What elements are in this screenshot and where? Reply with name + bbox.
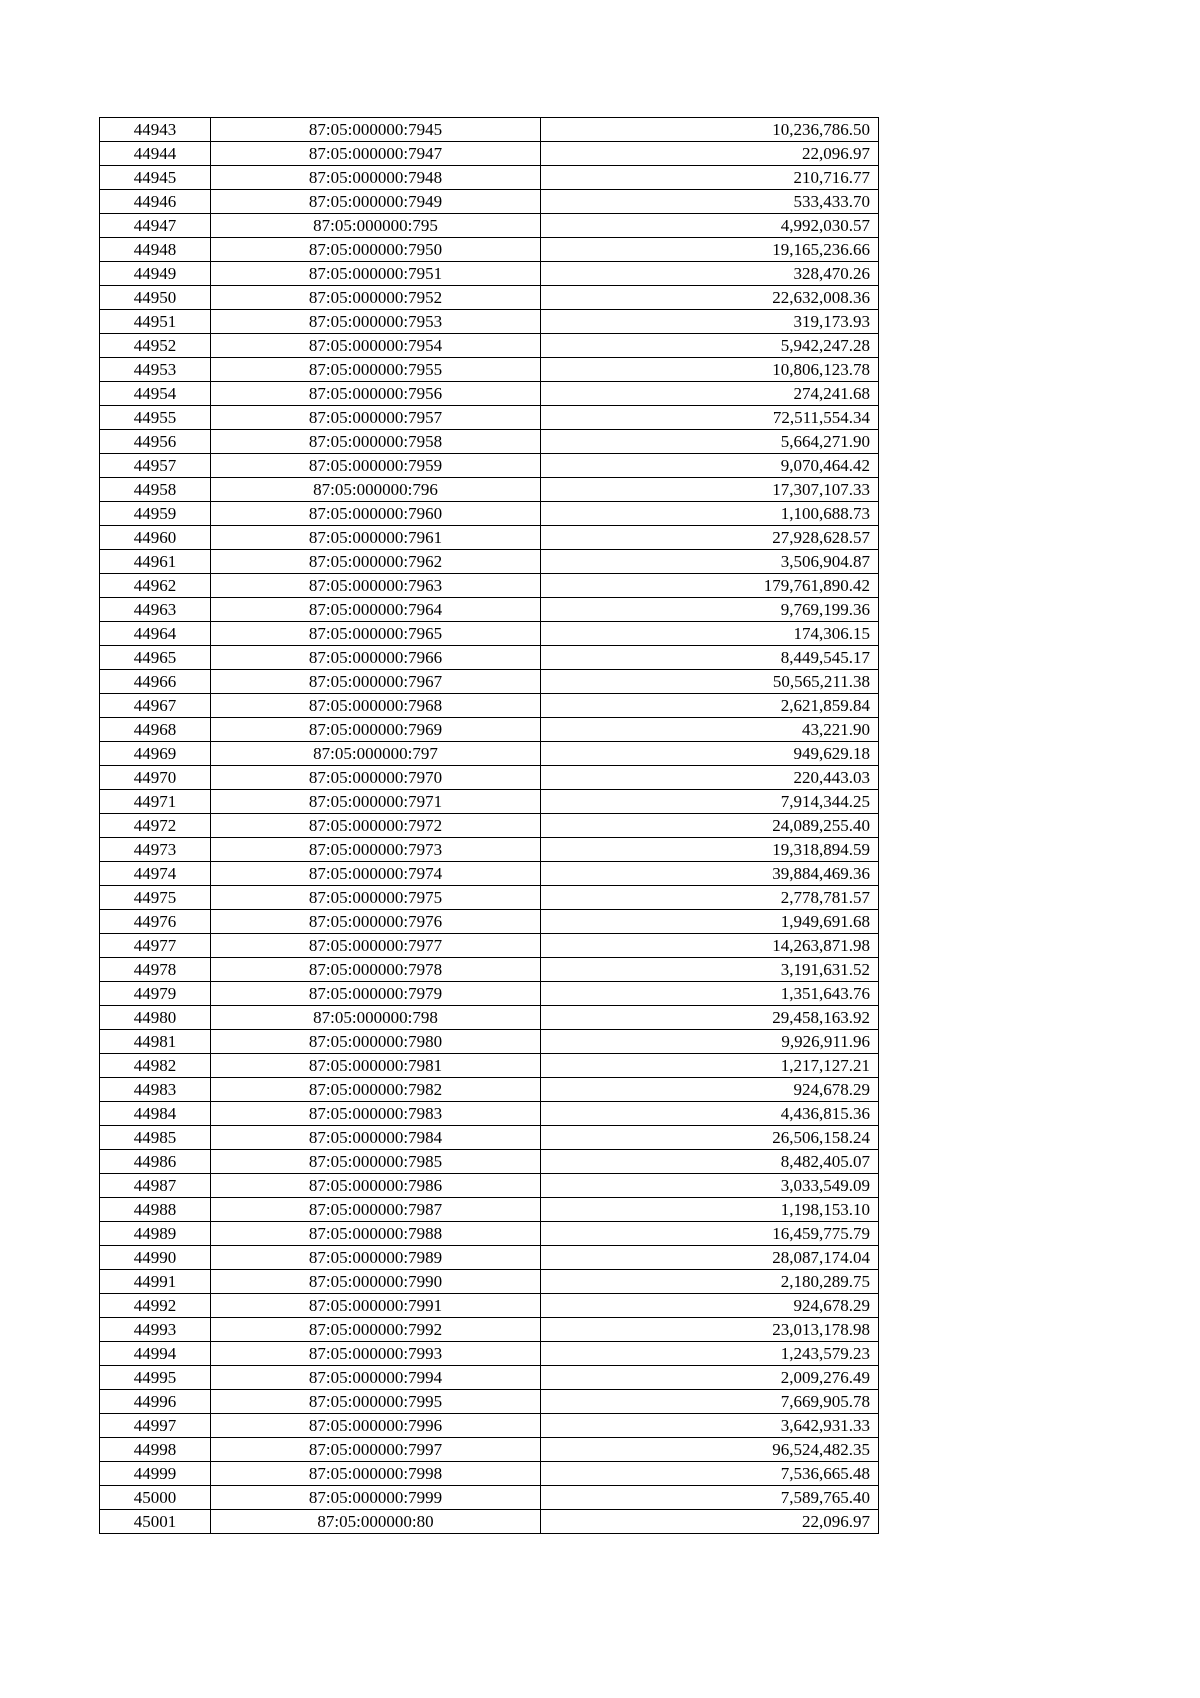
cadastral-number-cell: 87:05:000000:7963	[211, 574, 541, 598]
row-number-cell: 44997	[100, 1414, 211, 1438]
row-number-cell: 44985	[100, 1126, 211, 1150]
value-cell: 1,198,153.10	[541, 1198, 879, 1222]
value-cell: 2,009,276.49	[541, 1366, 879, 1390]
cadastral-number-cell: 87:05:000000:7988	[211, 1222, 541, 1246]
cadastral-number-cell: 87:05:000000:7986	[211, 1174, 541, 1198]
row-number-cell: 44966	[100, 670, 211, 694]
cadastral-number-cell: 87:05:000000:796	[211, 478, 541, 502]
table-row	[100, 694, 879, 718]
cadastral-number-cell: 87:05:000000:7989	[211, 1246, 541, 1270]
row-number-cell: 44953	[100, 358, 211, 382]
row-number-cell: 44984	[100, 1102, 211, 1126]
table-row	[100, 1198, 879, 1222]
table-row	[100, 526, 879, 550]
value-cell: 10,236,786.50	[541, 118, 879, 142]
cadastral-number-cell: 87:05:000000:7993	[211, 1342, 541, 1366]
cadastral-number-cell: 87:05:000000:7945	[211, 118, 541, 142]
value-cell: 7,669,905.78	[541, 1390, 879, 1414]
table-row	[100, 1510, 879, 1534]
value-cell: 4,992,030.57	[541, 214, 879, 238]
row-number-cell: 44986	[100, 1150, 211, 1174]
cadastral-number-cell: 87:05:000000:7949	[211, 190, 541, 214]
value-cell: 4,436,815.36	[541, 1102, 879, 1126]
row-number-cell: 44963	[100, 598, 211, 622]
cadastral-number-cell: 87:05:000000:7960	[211, 502, 541, 526]
value-cell: 27,928,628.57	[541, 526, 879, 550]
value-cell: 9,769,199.36	[541, 598, 879, 622]
cadastral-number-cell: 87:05:000000:7979	[211, 982, 541, 1006]
table-row	[100, 1390, 879, 1414]
value-cell: 9,070,464.42	[541, 454, 879, 478]
cadastral-number-cell: 87:05:000000:7961	[211, 526, 541, 550]
cadastral-number-cell: 87:05:000000:7985	[211, 1150, 541, 1174]
table-row	[100, 790, 879, 814]
data-table	[99, 117, 879, 1534]
table-row	[100, 454, 879, 478]
value-cell: 19,165,236.66	[541, 238, 879, 262]
value-cell: 328,470.26	[541, 262, 879, 286]
cadastral-number-cell: 87:05:000000:7956	[211, 382, 541, 406]
row-number-cell: 44962	[100, 574, 211, 598]
value-cell: 26,506,158.24	[541, 1126, 879, 1150]
cadastral-number-cell: 87:05:000000:7996	[211, 1414, 541, 1438]
value-cell: 19,318,894.59	[541, 838, 879, 862]
table-row	[100, 1222, 879, 1246]
value-cell: 5,664,271.90	[541, 430, 879, 454]
table-row	[100, 622, 879, 646]
cadastral-number-cell: 87:05:000000:7975	[211, 886, 541, 910]
row-number-cell: 44982	[100, 1054, 211, 1078]
cadastral-number-cell: 87:05:000000:7958	[211, 430, 541, 454]
table-row	[100, 1246, 879, 1270]
value-cell: 50,565,211.38	[541, 670, 879, 694]
table-row	[100, 1078, 879, 1102]
value-cell: 22,096.97	[541, 142, 879, 166]
value-cell: 924,678.29	[541, 1078, 879, 1102]
row-number-cell: 44943	[100, 118, 211, 142]
cadastral-number-cell: 87:05:000000:7947	[211, 142, 541, 166]
value-cell: 10,806,123.78	[541, 358, 879, 382]
cadastral-number-cell: 87:05:000000:80	[211, 1510, 541, 1534]
row-number-cell: 44970	[100, 766, 211, 790]
table-row	[100, 478, 879, 502]
table-row	[100, 1318, 879, 1342]
value-cell: 29,458,163.92	[541, 1006, 879, 1030]
row-number-cell: 44946	[100, 190, 211, 214]
table-row	[100, 382, 879, 406]
cadastral-number-cell: 87:05:000000:7952	[211, 286, 541, 310]
value-cell: 14,263,871.98	[541, 934, 879, 958]
table-row	[100, 1486, 879, 1510]
table-row	[100, 862, 879, 886]
table-row	[100, 1462, 879, 1486]
row-number-cell: 44965	[100, 646, 211, 670]
cadastral-number-cell: 87:05:000000:7999	[211, 1486, 541, 1510]
cadastral-number-cell: 87:05:000000:7962	[211, 550, 541, 574]
row-number-cell: 44955	[100, 406, 211, 430]
table-row	[100, 1030, 879, 1054]
cadastral-number-cell: 87:05:000000:7995	[211, 1390, 541, 1414]
row-number-cell: 44968	[100, 718, 211, 742]
value-cell: 9,926,911.96	[541, 1030, 879, 1054]
value-cell: 17,307,107.33	[541, 478, 879, 502]
cadastral-number-cell: 87:05:000000:7997	[211, 1438, 541, 1462]
table-row	[100, 958, 879, 982]
value-cell: 23,013,178.98	[541, 1318, 879, 1342]
row-number-cell: 44981	[100, 1030, 211, 1054]
table-row	[100, 310, 879, 334]
value-cell: 28,087,174.04	[541, 1246, 879, 1270]
table-row	[100, 118, 879, 142]
row-number-cell: 44973	[100, 838, 211, 862]
cadastral-number-cell: 87:05:000000:7965	[211, 622, 541, 646]
row-number-cell: 44991	[100, 1270, 211, 1294]
table-row	[100, 766, 879, 790]
value-cell: 16,459,775.79	[541, 1222, 879, 1246]
table-row	[100, 1294, 879, 1318]
table-row	[100, 886, 879, 910]
cadastral-number-cell: 87:05:000000:7991	[211, 1294, 541, 1318]
table-row	[100, 430, 879, 454]
cadastral-number-cell: 87:05:000000:7998	[211, 1462, 541, 1486]
cadastral-number-cell: 87:05:000000:7957	[211, 406, 541, 430]
table-row	[100, 190, 879, 214]
table-row	[100, 1174, 879, 1198]
value-cell: 22,632,008.36	[541, 286, 879, 310]
cadastral-number-cell: 87:05:000000:7977	[211, 934, 541, 958]
value-cell: 319,173.93	[541, 310, 879, 334]
row-number-cell: 44974	[100, 862, 211, 886]
table-row	[100, 718, 879, 742]
table-row	[100, 1126, 879, 1150]
value-cell: 924,678.29	[541, 1294, 879, 1318]
table-row	[100, 262, 879, 286]
value-cell: 3,642,931.33	[541, 1414, 879, 1438]
row-number-cell: 44947	[100, 214, 211, 238]
table-row	[100, 502, 879, 526]
row-number-cell: 44964	[100, 622, 211, 646]
cadastral-number-cell: 87:05:000000:7966	[211, 646, 541, 670]
value-cell: 39,884,469.36	[541, 862, 879, 886]
table-row	[100, 1270, 879, 1294]
table-body	[100, 118, 879, 1534]
value-cell: 220,443.03	[541, 766, 879, 790]
value-cell: 1,351,643.76	[541, 982, 879, 1006]
value-cell: 3,191,631.52	[541, 958, 879, 982]
row-number-cell: 44980	[100, 1006, 211, 1030]
row-number-cell: 44945	[100, 166, 211, 190]
table-row	[100, 1342, 879, 1366]
table-row	[100, 646, 879, 670]
cadastral-number-cell: 87:05:000000:7968	[211, 694, 541, 718]
row-number-cell: 44976	[100, 910, 211, 934]
row-number-cell: 44952	[100, 334, 211, 358]
table-row	[100, 214, 879, 238]
value-cell: 174,306.15	[541, 622, 879, 646]
cadastral-number-cell: 87:05:000000:7950	[211, 238, 541, 262]
table-row	[100, 334, 879, 358]
row-number-cell: 44977	[100, 934, 211, 958]
cadastral-number-cell: 87:05:000000:7973	[211, 838, 541, 862]
row-number-cell: 44944	[100, 142, 211, 166]
value-cell: 8,449,545.17	[541, 646, 879, 670]
table-row	[100, 1006, 879, 1030]
cadastral-number-cell: 87:05:000000:7969	[211, 718, 541, 742]
value-cell: 2,778,781.57	[541, 886, 879, 910]
cadastral-number-cell: 87:05:000000:7981	[211, 1054, 541, 1078]
value-cell: 72,511,554.34	[541, 406, 879, 430]
cadastral-number-cell: 87:05:000000:797	[211, 742, 541, 766]
table-row	[100, 670, 879, 694]
table-row	[100, 838, 879, 862]
table-row	[100, 1414, 879, 1438]
cadastral-number-cell: 87:05:000000:7970	[211, 766, 541, 790]
row-number-cell: 44994	[100, 1342, 211, 1366]
cadastral-number-cell: 87:05:000000:7992	[211, 1318, 541, 1342]
cadastral-number-cell: 87:05:000000:795	[211, 214, 541, 238]
row-number-cell: 44987	[100, 1174, 211, 1198]
row-number-cell: 44971	[100, 790, 211, 814]
value-cell: 1,100,688.73	[541, 502, 879, 526]
table-row	[100, 574, 879, 598]
row-number-cell: 44989	[100, 1222, 211, 1246]
row-number-cell: 44993	[100, 1318, 211, 1342]
table-row	[100, 1366, 879, 1390]
row-number-cell: 44992	[100, 1294, 211, 1318]
cadastral-number-cell: 87:05:000000:7974	[211, 862, 541, 886]
row-number-cell: 44999	[100, 1462, 211, 1486]
table-row	[100, 598, 879, 622]
table-row	[100, 1150, 879, 1174]
row-number-cell: 44983	[100, 1078, 211, 1102]
value-cell: 5,942,247.28	[541, 334, 879, 358]
cadastral-number-cell: 87:05:000000:7978	[211, 958, 541, 982]
table-row	[100, 1438, 879, 1462]
value-cell: 210,716.77	[541, 166, 879, 190]
row-number-cell: 44960	[100, 526, 211, 550]
table-row	[100, 742, 879, 766]
cadastral-number-cell: 87:05:000000:7976	[211, 910, 541, 934]
row-number-cell: 44959	[100, 502, 211, 526]
cadastral-number-cell: 87:05:000000:798	[211, 1006, 541, 1030]
row-number-cell: 44961	[100, 550, 211, 574]
row-number-cell: 44948	[100, 238, 211, 262]
cadastral-number-cell: 87:05:000000:7983	[211, 1102, 541, 1126]
row-number-cell: 44958	[100, 478, 211, 502]
value-cell: 24,089,255.40	[541, 814, 879, 838]
value-cell: 2,180,289.75	[541, 1270, 879, 1294]
row-number-cell: 44988	[100, 1198, 211, 1222]
row-number-cell: 45000	[100, 1486, 211, 1510]
row-number-cell: 44950	[100, 286, 211, 310]
cadastral-number-cell: 87:05:000000:7994	[211, 1366, 541, 1390]
row-number-cell: 44990	[100, 1246, 211, 1270]
cadastral-number-cell: 87:05:000000:7953	[211, 310, 541, 334]
table-row	[100, 814, 879, 838]
value-cell: 8,482,405.07	[541, 1150, 879, 1174]
value-cell: 7,536,665.48	[541, 1462, 879, 1486]
value-cell: 3,506,904.87	[541, 550, 879, 574]
value-cell: 1,243,579.23	[541, 1342, 879, 1366]
cadastral-number-cell: 87:05:000000:7954	[211, 334, 541, 358]
value-cell: 7,589,765.40	[541, 1486, 879, 1510]
row-number-cell: 44957	[100, 454, 211, 478]
cadastral-number-cell: 87:05:000000:7990	[211, 1270, 541, 1294]
row-number-cell: 44979	[100, 982, 211, 1006]
cadastral-number-cell: 87:05:000000:7964	[211, 598, 541, 622]
cadastral-number-cell: 87:05:000000:7972	[211, 814, 541, 838]
table-row	[100, 1054, 879, 1078]
row-number-cell: 44996	[100, 1390, 211, 1414]
table-row	[100, 406, 879, 430]
value-cell: 3,033,549.09	[541, 1174, 879, 1198]
table-row	[100, 910, 879, 934]
row-number-cell: 44998	[100, 1438, 211, 1462]
row-number-cell: 44967	[100, 694, 211, 718]
cadastral-number-cell: 87:05:000000:7984	[211, 1126, 541, 1150]
cadastral-number-cell: 87:05:000000:7971	[211, 790, 541, 814]
value-cell: 274,241.68	[541, 382, 879, 406]
cadastral-number-cell: 87:05:000000:7967	[211, 670, 541, 694]
table-row	[100, 286, 879, 310]
row-number-cell: 44969	[100, 742, 211, 766]
value-cell: 96,524,482.35	[541, 1438, 879, 1462]
row-number-cell: 45001	[100, 1510, 211, 1534]
row-number-cell: 44972	[100, 814, 211, 838]
table-row	[100, 238, 879, 262]
value-cell: 533,433.70	[541, 190, 879, 214]
table-row	[100, 982, 879, 1006]
table-row	[100, 550, 879, 574]
table-row	[100, 166, 879, 190]
value-cell: 22,096.97	[541, 1510, 879, 1534]
value-cell: 2,621,859.84	[541, 694, 879, 718]
value-cell: 179,761,890.42	[541, 574, 879, 598]
cadastral-number-cell: 87:05:000000:7955	[211, 358, 541, 382]
table-row	[100, 142, 879, 166]
row-number-cell: 44949	[100, 262, 211, 286]
value-cell: 7,914,344.25	[541, 790, 879, 814]
row-number-cell: 44978	[100, 958, 211, 982]
row-number-cell: 44975	[100, 886, 211, 910]
cadastral-number-cell: 87:05:000000:7987	[211, 1198, 541, 1222]
cadastral-number-cell: 87:05:000000:7980	[211, 1030, 541, 1054]
cadastral-number-cell: 87:05:000000:7951	[211, 262, 541, 286]
cadastral-number-cell: 87:05:000000:7982	[211, 1078, 541, 1102]
table-row	[100, 358, 879, 382]
table-row	[100, 934, 879, 958]
value-cell: 43,221.90	[541, 718, 879, 742]
value-cell: 1,217,127.21	[541, 1054, 879, 1078]
cadastral-number-cell: 87:05:000000:7959	[211, 454, 541, 478]
row-number-cell: 44956	[100, 430, 211, 454]
value-cell: 949,629.18	[541, 742, 879, 766]
value-cell: 1,949,691.68	[541, 910, 879, 934]
row-number-cell: 44954	[100, 382, 211, 406]
row-number-cell: 44951	[100, 310, 211, 334]
row-number-cell: 44995	[100, 1366, 211, 1390]
cadastral-number-cell: 87:05:000000:7948	[211, 166, 541, 190]
table-row	[100, 1102, 879, 1126]
